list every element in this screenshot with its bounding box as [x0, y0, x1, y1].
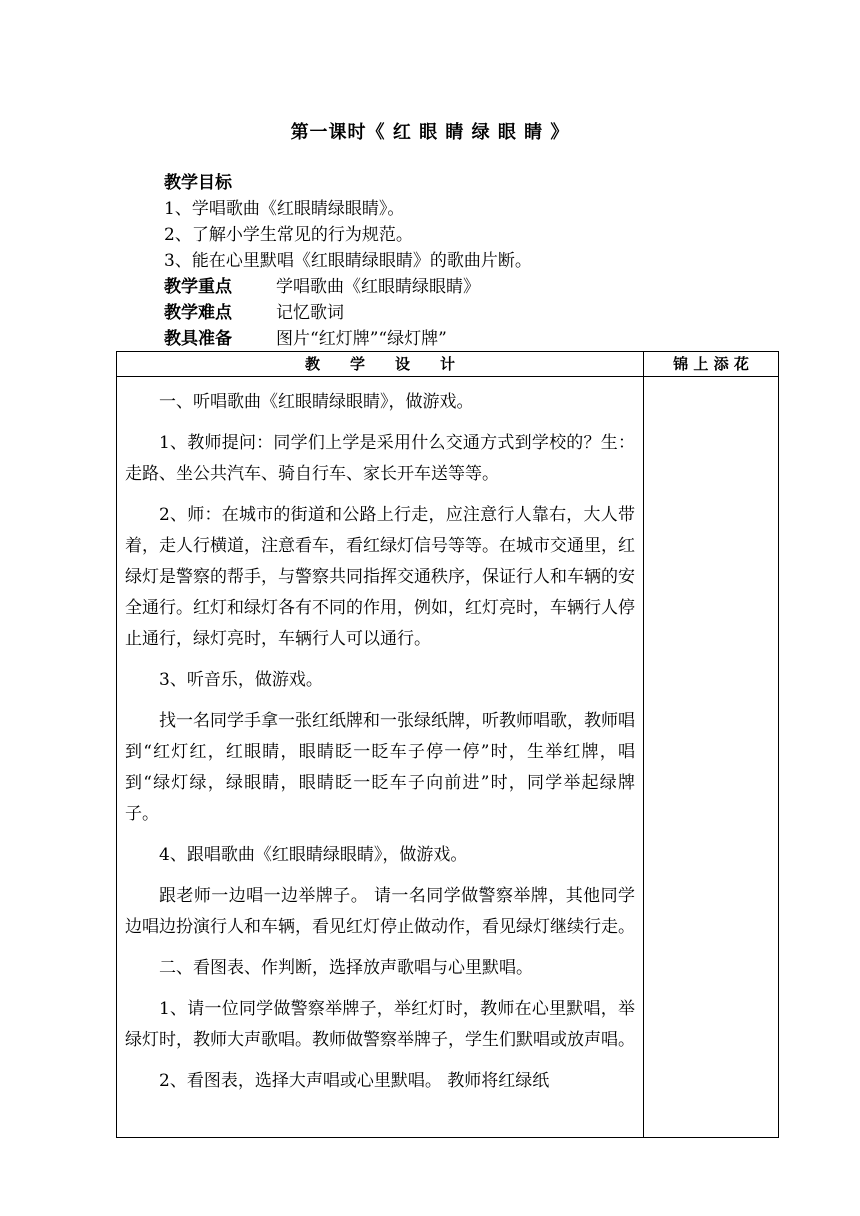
difficulty-row	[164, 300, 764, 326]
lesson-header	[164, 170, 764, 352]
design-paragraph: 1、请一位同学做警察举牌子，举红灯时，教师在心里默唱，举绿灯时，教师大声歌唱。教师做警察举牌子，学生们默唱或放声唱。	[125, 999, 635, 1050]
design-paragraph: 2、师：在城市的街道和公路上行走，应注意行人靠右，大人带着，走人行横道，注意看车，看红绿灯信号等等。在城市交通里，红绿灯是警察的帮手，与警察共同指挥交通秩序，保证行人和车辆的安全通行。红灯和绿灯各有不同的作用，例如，红灯亮时，车辆行人停止通行，绿灯亮时，车辆行人可以通行。	[125, 505, 635, 649]
key-point-label: 教学重点	[164, 277, 232, 297]
objective-2: 2、了解小学生常见的行为规范。	[164, 225, 413, 245]
design-paragraph: 跟老师一边唱一边举牌子。 请一名同学做警察举牌，其他同学边唱边扮演行人和车辆，看见红灯停止做动作，看见绿灯继续行走。	[125, 886, 635, 937]
table-content-row	[117, 377, 779, 1138]
design-cell	[117, 377, 644, 1138]
design-paragraph: 3、听音乐，做游戏。	[159, 670, 323, 690]
key-point-value: 学唱歌曲《红眼睛绿眼睛》	[276, 277, 480, 297]
objective-1: 1、学唱歌曲《红眼睛绿眼睛》。	[164, 199, 405, 219]
materials-label: 教具准备	[164, 329, 232, 349]
design-paragraph: 找一名同学手拿一张红纸牌和一张绿纸牌，听教师唱歌，教师唱到“红灯红，红眼睛，眼睛眨一眨车子停一停”时，生举红牌，唱到“绿灯绿，绿眼睛，眼睛眨一眨车子向前进”时，同学举起绿牌子。	[125, 711, 635, 824]
lesson-design-table	[116, 351, 779, 1138]
difficulty-label: 教学难点	[164, 303, 232, 323]
design-paragraph: 一、听唱歌曲《红眼睛绿眼睛》，做游戏。	[159, 392, 474, 412]
design-column-header: 教 学 设 计	[117, 352, 644, 377]
objective-3: 3、能在心里默唱《红眼睛绿眼睛》的歌曲片断。	[164, 251, 532, 271]
design-paragraph: 4、跟唱歌曲《红眼睛绿眼睛》，做游戏。	[159, 845, 468, 865]
design-paragraph: 2、看图表，选择大声唱或心里默唱。 教师将红绿纸	[159, 1071, 550, 1091]
design-paragraph: 二、看图表、作判断，选择放声歌唱与心里默唱。	[159, 958, 533, 978]
difficulty-value: 记忆歌词	[276, 303, 344, 323]
materials-row	[164, 326, 764, 352]
notes-cell	[644, 377, 779, 1138]
key-point-row	[164, 274, 764, 300]
page-title: 第一课时《 红 眼 睛 绿 眼 睛 》	[290, 122, 570, 143]
design-paragraph: 1、教师提问：同学们上学是采用什么交通方式到学校的？生：走路、坐公共汽车、骑自行车、家长开车送等等。	[125, 433, 635, 484]
objectives-heading: 教学目标	[164, 173, 232, 193]
materials-value: 图片“红灯牌”“绿灯牌”	[276, 329, 447, 349]
table-header-row	[117, 352, 779, 377]
notes-column-header: 锦 上 添 花	[644, 352, 779, 377]
